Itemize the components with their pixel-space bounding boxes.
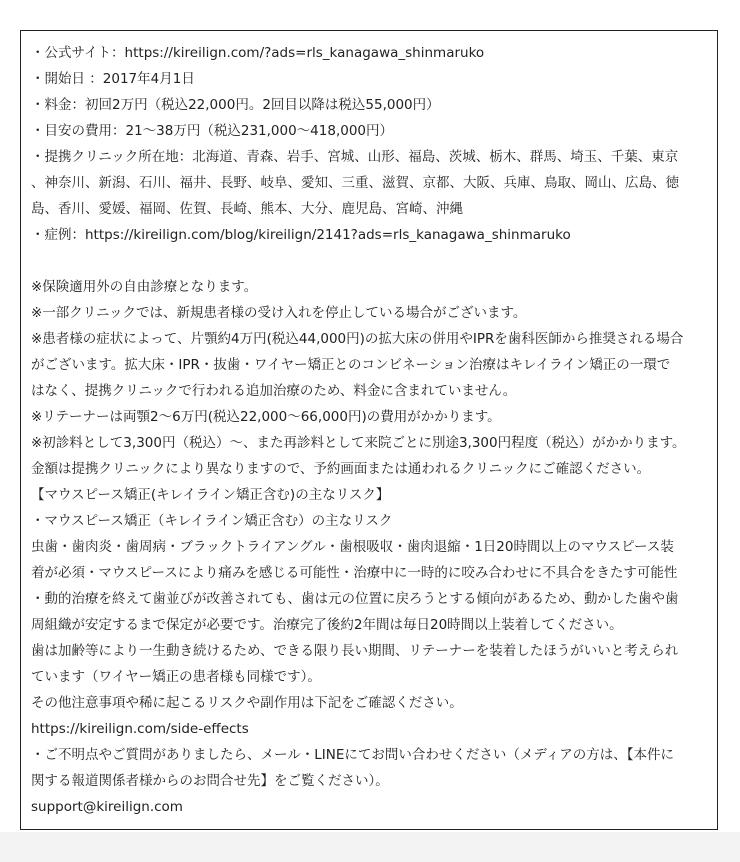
bottom-strip: [0, 832, 740, 862]
clinic-locations-line-3: 島、香川、愛媛、福岡、佐賀、長崎、熊本、大分、鹿児島、宮崎、沖縄: [31, 201, 463, 217]
contact-note-2: 関する報道関係者様からのお問合せ先】をご覧ください）。: [31, 773, 389, 789]
clinic-locations-line-1: ・提携クリニック所在地：北海道、青森、岩手、宮城、山形、福島、茨城、栃木、群馬、埼玉、千葉、東京: [31, 149, 679, 165]
risk-other-note: その他注意事項や稀に起こるリスクや副作用は下記をご確認ください。: [31, 695, 463, 711]
note-insurance: ※保険適用外の自由診療となります。: [31, 279, 258, 295]
risk-relapse-2: 周組織が安定するまで保定が必要です。治療完了後約2年間は毎日20時間以上装着してください。: [31, 617, 623, 633]
contact-note-1: ・ご不明点やご質問がありましたら、メール・LINEにてお問い合わせください（メディアの方は、【本件に: [31, 747, 675, 763]
note-consultation-fee-1: ※初診料として3,300円（税込）〜、また再診料として来院ごとに別途3,300円程度（税込）がかかります。: [31, 435, 686, 451]
note-additional-treatment-2: がございます。拡大床・IPR・抜歯・ワイヤー矯正とのコンビネーション治療はキレイライン矯正の一環で: [31, 357, 671, 373]
note-consultation-fee-2: 金額は提携クリニックにより異なりますので、予約画面または通われるクリニックにご確認ください。: [31, 461, 651, 477]
risks-heading: 【マウスピース矯正(キレイライン矯正含む)の主なリスク】: [31, 487, 390, 503]
spacer: [31, 248, 707, 274]
note-additional-treatment-3: はなく、提携クリニックで行われる追加治療のため、料金に含まれていません。: [31, 383, 517, 399]
cases-line[interactable]: ・症例：https://kireilign.com/blog/kireilign/2141?ads=rls_kanagawa_shinmaruko: [31, 227, 571, 243]
estimated-cost-line: ・目安の費用：21〜38万円（税込231,000〜418,000円）: [31, 123, 394, 139]
note-additional-treatment-1: ※患者様の症状によって、片顎約4万円(税込44,000円)の拡大床の併用やIPRを歯科医師から推奨される場合: [31, 331, 684, 347]
official-site-line[interactable]: ・公式サイト：https://kireilign.com/?ads=rls_kanagawa_shinmaruko: [31, 45, 485, 61]
risk-list-1: 虫歯・歯肉炎・歯周病・ブラックトライアングル・歯根吸収・歯肉退縮・1日20時間以上のマウスピース装: [31, 539, 674, 555]
start-date-line: ・開始日 ：2017年4月1日: [31, 71, 195, 87]
info-box: [20, 30, 718, 830]
risk-relapse-1: ・動的治療を終えて歯並びが改善されても、歯は元の位置に戻ろうとする傾向があるため、動かした歯や歯: [31, 591, 679, 607]
note-retainer: ※リテーナーは両顎2〜6万円(税込22,000〜66,000円)の費用がかかります。: [31, 409, 501, 425]
fee-line: ・料金：初回2万円（税込22,000円。2回目以降は税込55,000円）: [31, 97, 440, 113]
risks-subheading: ・マウスピース矯正（キレイライン矯正含む）の主なリスク: [31, 513, 393, 529]
note-new-patients: ※一部クリニックでは、新規患者様の受け入れを停止している場合がございます。: [31, 305, 527, 321]
risk-aging-1: 歯は加齢等により一生動き続けるため、できる限り長い期間、リテーナーを装着したほうがいいと考えられ: [31, 643, 679, 659]
risk-aging-2: ています（ワイヤー矯正の患者様も同様です）。: [31, 669, 321, 685]
risk-list-2: 着が必須・マウスピースにより痛みを感じる可能性・治療中に一時的に咬み合わせに不具合をきたす可能性: [31, 565, 678, 581]
side-effects-link[interactable]: https://kireilign.com/side-effects: [31, 721, 249, 737]
clinic-locations-line-2: 、神奈川、新潟、石川、福井、長野、岐阜、愛知、三重、滋賀、京都、大阪、兵庫、鳥取、岡山、広島、徳: [31, 175, 679, 191]
support-email[interactable]: support@kireilign.com: [31, 799, 183, 815]
